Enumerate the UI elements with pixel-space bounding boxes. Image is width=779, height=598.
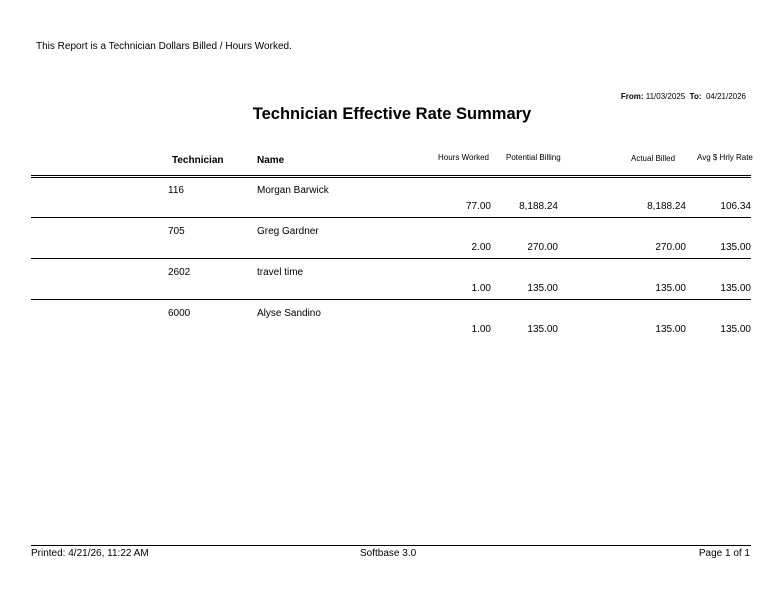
technician-name: Alyse Sandino	[257, 308, 321, 319]
report-title: Technician Effective Rate Summary	[252, 105, 532, 123]
column-header-actual-billed: Actual Billed	[631, 154, 676, 163]
hours-worked: 1.00	[471, 283, 491, 294]
to-date: 04/21/2026	[705, 92, 746, 101]
actual-billed: 270.00	[655, 242, 686, 253]
to-label: To:	[689, 92, 702, 101]
technician-name: Morgan Barwick	[257, 185, 329, 196]
technician-id: 705	[168, 226, 185, 237]
footer-rule	[31, 545, 751, 546]
technician-id: 2602	[168, 267, 191, 278]
from-label: From:	[620, 92, 644, 101]
actual-billed: 135.00	[655, 283, 686, 294]
page-number: Page 1 of 1	[698, 548, 750, 559]
column-header-avg-rate: Avg $ Hrly Rate	[697, 153, 753, 162]
technician-id: 116	[168, 185, 184, 196]
column-header-hours-worked: Hours Worked	[438, 153, 489, 162]
column-header-name: Name	[257, 155, 285, 166]
actual-billed: 135.00	[655, 324, 686, 335]
technician-id: 6000	[168, 308, 191, 319]
technician-name: travel time	[257, 267, 304, 278]
potential-billing: 270.00	[527, 242, 558, 253]
actual-billed: 8,188.24	[647, 201, 686, 212]
product-name: Softbase 3.0	[360, 548, 417, 559]
avg-hourly-rate: 135.00	[720, 324, 751, 335]
date-range	[621, 92, 746, 101]
row-separator	[31, 258, 751, 259]
printed-timestamp: Printed: 4/21/26, 11:22 AM	[31, 548, 149, 559]
hours-worked: 77.00	[465, 201, 491, 212]
hours-worked: 1.00	[471, 324, 491, 335]
potential-billing: 135.00	[527, 324, 558, 335]
avg-hourly-rate: 106.34	[720, 201, 751, 212]
column-header-technician: Technician	[172, 155, 224, 166]
avg-hourly-rate: 135.00	[720, 242, 751, 253]
column-header-potential-billing: Potential Billing	[506, 153, 561, 162]
row-separator	[31, 217, 751, 218]
header-rule-bottom	[31, 177, 751, 178]
hours-worked: 2.00	[471, 242, 491, 253]
from-date: 11/03/2025	[645, 92, 686, 101]
technician-name: Greg Gardner	[257, 226, 319, 237]
potential-billing: 135.00	[527, 283, 558, 294]
potential-billing: 8,188.24	[519, 201, 558, 212]
avg-hourly-rate: 135.00	[720, 283, 751, 294]
report-description: This Report is a Technician Dollars Billed / Hours Worked.	[36, 41, 292, 52]
row-separator	[31, 299, 751, 300]
header-rule-top	[31, 175, 751, 176]
